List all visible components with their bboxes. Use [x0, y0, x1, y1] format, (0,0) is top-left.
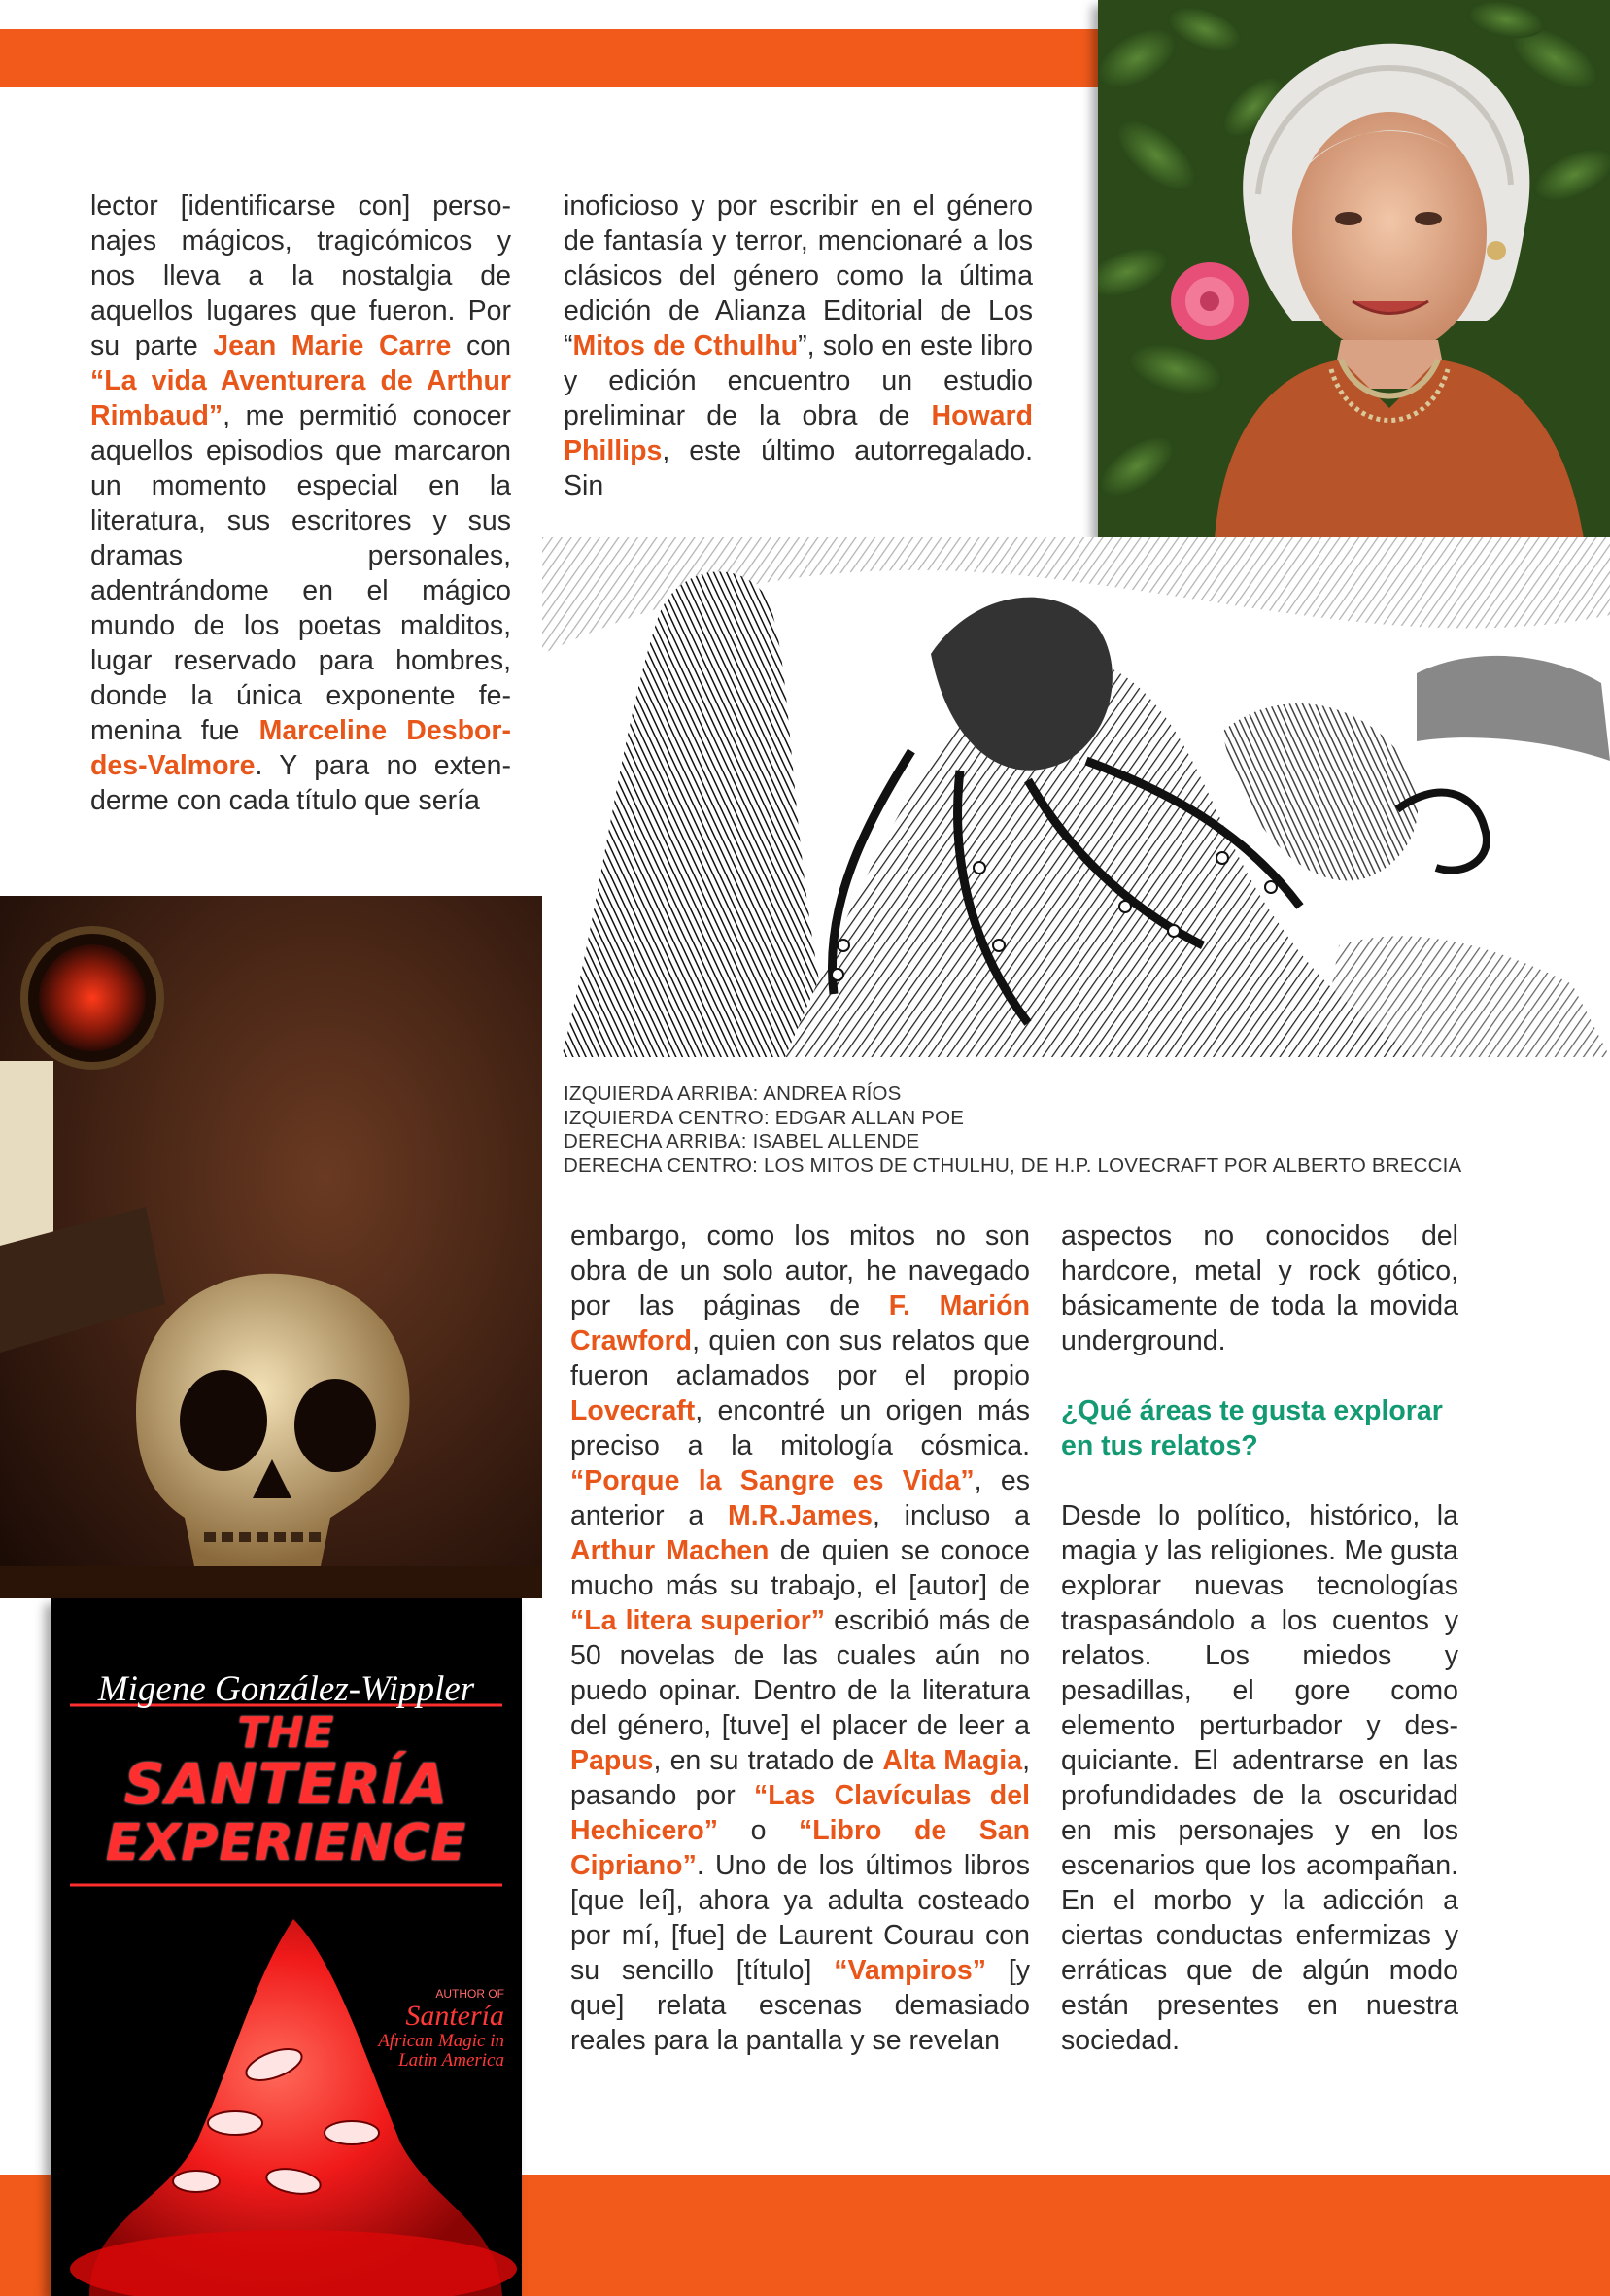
- isabel-allende-photo: [1098, 0, 1610, 539]
- paragraph: [1061, 1498, 1458, 2058]
- highlighted-reference: F. Marión Crawford: [570, 1290, 1030, 1356]
- highlighted-reference: Jean Marie Carre: [213, 330, 452, 361]
- body-text: o: [718, 1815, 799, 1846]
- paragraph-gap: [1061, 1463, 1458, 1498]
- paragraph: [90, 188, 511, 818]
- body-text: , en su tratado de: [653, 1745, 883, 1776]
- body-text: , me permitió conocer aquellos episodios que marcaron un momento especial en la literatura, sus escritores y sus dramas personales, adentrándome en el mágico mundo de los poetas malditos, lugar reservado para hombres, donde la única exponente femenina fue: [90, 400, 511, 746]
- book-cover-author-of: AUTHOR OF: [435, 1987, 504, 2001]
- text-column-left-top: [90, 188, 511, 818]
- highlighted-reference: Mitos de Cthulhu: [572, 330, 799, 361]
- body-text: , encontré un origen más preciso a la mitología cósmica.: [570, 1395, 1030, 1461]
- body-text: inoficioso y por escribir en el género de fantasía y terror, mencionaré a los clásicos del género como la última edición de Alianza Editorial de Los “: [564, 190, 1033, 361]
- body-text: escribió más de 50 novelas de las cuales aún no puedo opinar. Dentro de la literatura del género, [tuve] el placer de leer a: [570, 1605, 1030, 1741]
- caption-line: DERECHA CENTRO: LOS MITOS DE CTHULHU, DE H.P. LOVECRAFT POR ALBERTO BRECCIA: [564, 1153, 1462, 1177]
- body-text: , quien con sus relatos que fueron aclamados por el propio: [570, 1325, 1030, 1391]
- paragraph: [564, 188, 1033, 503]
- caption-line: IZQUIERDA CENTRO: EDGAR ALLAN POE: [564, 1106, 965, 1129]
- body-text: embargo, como los mitos no son obra de un solo autor, he navegado por las páginas de: [570, 1220, 1030, 1321]
- edgar-allan-poe-painting: [0, 896, 542, 1598]
- body-text: , es anterior a: [570, 1465, 1030, 1531]
- book-cover-title-the: THE: [237, 1708, 335, 1758]
- highlighted-reference: “Porque la Sangre es Vida”: [570, 1465, 975, 1496]
- cthulhu-illustration: [542, 537, 1610, 1057]
- highlighted-reference: “Las Clavículas del Hechicero”: [570, 1780, 1030, 1846]
- body-text: ”, solo en este libro y edición encuentro un estudio preliminar de la obra de: [564, 330, 1033, 431]
- paragraph: [1061, 1218, 1458, 1358]
- body-text: , pasando por: [570, 1745, 1030, 1811]
- body-text: , este último autorregalado. Sin: [564, 435, 1033, 501]
- body-text: , incluso a: [872, 1500, 1030, 1531]
- caption-line: DERECHA ARRIBA: ISABEL ALLENDE: [564, 1130, 920, 1152]
- body-text: . Y para no extenderme con cada título que sería: [90, 750, 511, 816]
- body-text: [y que] relata escenas demasiado reales para la pantalla y se revelan: [570, 1955, 1030, 2056]
- book-cover-title-santeria: SANTERÍA: [123, 1751, 449, 1817]
- paragraph: [570, 1218, 1030, 2058]
- highlighted-reference: Marceline Desbordes-Valmore: [90, 715, 511, 781]
- body-text: con: [451, 330, 511, 361]
- highlighted-reference: “La vida Aventurera de Arthur Rimbaud”: [90, 365, 511, 431]
- text-column-middle-top: [564, 188, 1033, 503]
- paragraph: [1061, 1393, 1458, 1463]
- highlighted-reference: Howard Phillips: [564, 400, 1033, 466]
- highlighted-reference: “Libro de San Cipriano”: [570, 1815, 1030, 1881]
- text-column-middle-bottom: [570, 1218, 1030, 2058]
- paragraph-gap: [1061, 1358, 1458, 1393]
- body-text: lector [identificarse con] personajes mágicos, tragicómicos y nos lleva a la nostalgia de aquellos lugares que fueron. Por su parte: [90, 190, 511, 361]
- highlighted-reference: Arthur Machen: [570, 1535, 770, 1566]
- body-text: aspectos no conocidos del hardcore, metal y rock gótico, básicamente de toda la movida underground.: [1061, 1220, 1458, 1356]
- caption-line: IZQUIERDA ARRIBA: ANDREA RÍOS: [564, 1082, 902, 1105]
- text-column-right-bottom: [1061, 1218, 1458, 2058]
- book-cover-side-text: [359, 1987, 504, 2071]
- highlighted-reference: M.R.James: [728, 1500, 873, 1531]
- highlighted-reference: “Vampiros”: [834, 1955, 987, 1986]
- book-cover-other-title: Santería: [405, 2000, 504, 2032]
- body-text: . Uno de los últimos libros [que leí], ahora ya adulta costeado por mí, [fue] de Laurent Courau con su sencillo [título]: [570, 1850, 1030, 1986]
- photo-caption: [564, 1082, 1461, 1178]
- body-text: Desde lo político, histórico, la magia y las religiones. Me gusta explorar nuevas tecnologías traspasándolo a los cuentos y relatos. Los miedos y pesadillas, el gore como elemento perturbador y desquiciante. El adentrarse en las profundidades de la oscuridad en mis personajes y en los escenarios que los acompañan. En el morbo y la adicción a ciertas conductas enfermizas y erráticas que de algún modo están presentes en nuestra sociedad.: [1061, 1500, 1458, 2056]
- santeria-experience-book-cover: [51, 1598, 522, 2296]
- interview-question: ¿Qué áreas te gusta explorar en tus relatos?: [1061, 1395, 1443, 1461]
- book-cover-other-subtitle: African Magic in Latin America: [378, 2031, 504, 2071]
- highlighted-reference: “La litera superior”: [570, 1605, 826, 1636]
- book-cover-author: Migene González-Wippler: [97, 1669, 475, 1709]
- highlighted-reference: Alta Magia: [882, 1745, 1023, 1776]
- highlighted-reference: Papus: [570, 1745, 654, 1776]
- highlighted-reference: Lovecraft: [570, 1395, 696, 1426]
- body-text: de quien se conoce mucho más su trabajo, el [autor] de: [570, 1535, 1031, 1601]
- top-orange-band: [0, 29, 1098, 87]
- book-cover-title-experience: EXPERIENCE: [105, 1814, 467, 1872]
